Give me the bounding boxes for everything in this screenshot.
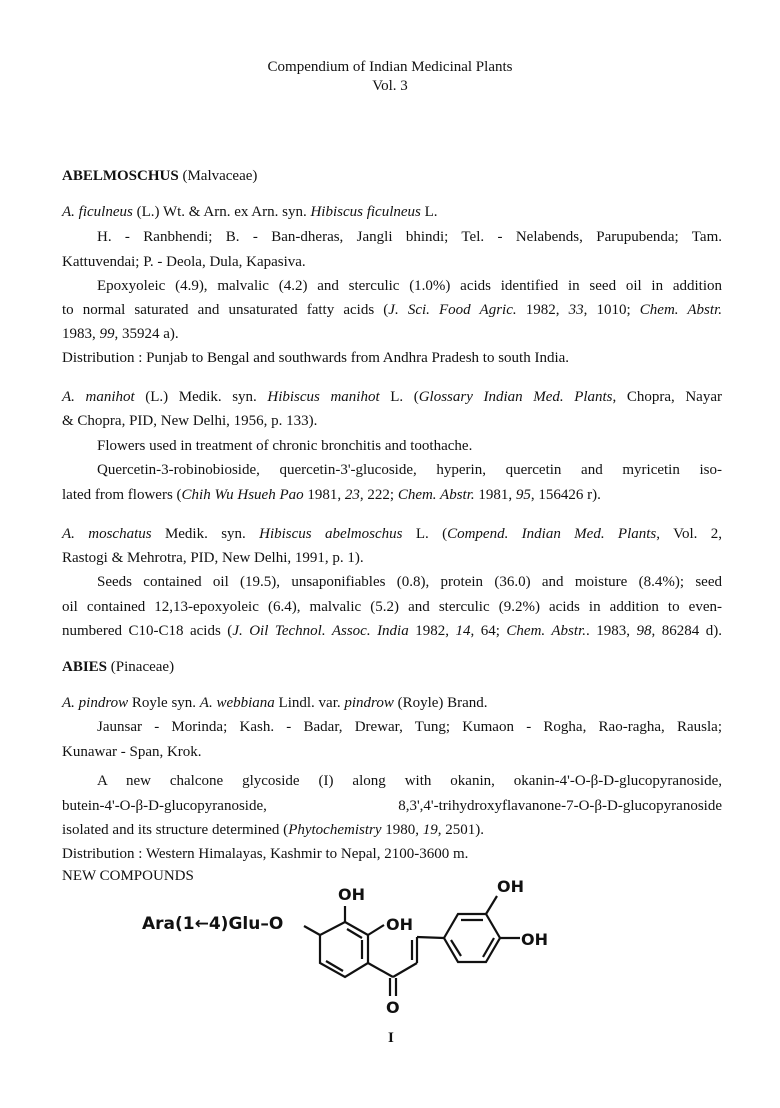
italic-text: 95	[515, 487, 531, 503]
text-segment: , Chopra, Nayar	[612, 389, 722, 405]
hydroxyl-label: OH	[386, 915, 413, 934]
italic-text: 98	[636, 623, 652, 639]
text-segment: , 86284 d).	[651, 623, 723, 639]
glycoside-substituent: Ara(1←4)Glu–O	[142, 914, 284, 934]
italic-text: Chem. Abstr.	[506, 623, 586, 639]
running-title: Compendium of Indian Medicinal Plants	[267, 59, 513, 75]
text-segment: L. (	[402, 526, 448, 542]
italic-text: Chih Wu Hsueh Pao	[181, 487, 304, 503]
italic-text: A. pindrow	[62, 695, 129, 711]
text-segment: (Malvaceae)	[178, 168, 258, 184]
italic-text: Chem. Abstr.	[397, 487, 475, 503]
italic-text: 99	[99, 326, 115, 342]
italic-text: J. Sci. Food Agric.	[388, 302, 517, 318]
italic-text: 23	[344, 487, 360, 503]
text-segment: 1981,	[474, 487, 516, 503]
text-segment: 1983,	[62, 326, 100, 342]
italic-text: Compend. Indian Med. Plants	[447, 526, 657, 542]
text-segment: (Royle) Brand.	[393, 695, 488, 711]
text-segment: (L.) Wt. & Arn. ex Arn. syn.	[132, 204, 311, 220]
text-segment: Medik. syn.	[151, 526, 260, 542]
text-segment: , 222;	[359, 487, 398, 503]
text-segment: numbered C10-C18 acids (	[62, 623, 233, 639]
text-segment: Distribution : Western Himalayas, Kashmir to Nepal, 2100-3600 m.	[62, 846, 469, 862]
section-heading: ABIES	[62, 659, 108, 675]
text-segment: L. (	[379, 389, 419, 405]
text-segment: Jaunsar - Morinda; Kash. - Badar, Drewar, Tung; Kumaon - Rogha, Rao-ragha, Rausla;	[97, 719, 722, 735]
text-segment: (Pinaceae)	[107, 659, 175, 675]
text-segment: H. - Ranbhendi; B. - Ban-dheras, Jangli bhindi; Tel. - Nelabends, Parupubenda; Tam.	[97, 229, 722, 245]
text-segment: A new chalcone glycoside (I) along with okanin, okanin-4'-O-β-D-glucopyranoside,	[97, 773, 722, 789]
text-segment: Kunawar - Span, Krok.	[62, 744, 202, 760]
text-segment: , 64;	[470, 623, 507, 639]
text-segment: 1982,	[408, 623, 456, 639]
text-segment: , Vol. 2,	[656, 526, 722, 542]
text-segment: Distribution : Punjab to Bengal and southwards from Andhra Pradesh to south India.	[62, 350, 570, 366]
text-segment: oil contained 12,13-epoxyoleic (6.4), malvalic (5.2) and sterculic (9.2%) acids in addition to even-	[62, 599, 722, 615]
text-segment: , 2501).	[437, 822, 484, 838]
text-segment: L.	[420, 204, 438, 220]
hydroxyl-label: OH	[521, 930, 548, 949]
text-segment: to normal saturated and unsaturated fatty acids (	[62, 302, 389, 318]
italic-text: 19	[422, 822, 438, 838]
text-segment: Royle syn.	[128, 695, 200, 711]
text-segment: 1980,	[381, 822, 423, 838]
text-segment: , 156426 r).	[530, 487, 601, 503]
italic-text: 14	[455, 623, 471, 639]
italic-text: Hibiscus abelmoschus	[259, 526, 403, 542]
text-segment: Epoxyoleic (4.9), malvalic (4.2) and sterculic (1.0%) acids identified in seed oil in addition	[97, 278, 722, 294]
italic-text: Chem. Abstr.	[639, 302, 722, 318]
text-segment: (L.) Medik. syn.	[134, 389, 268, 405]
text-segment: 1981,	[303, 487, 345, 503]
text-segment: 1982,	[516, 302, 569, 318]
hydroxyl-label: OH	[338, 885, 365, 904]
text-segment: NEW COMPOUNDS	[62, 868, 194, 884]
text-segment: Quercetin-3-robinobioside, quercetin-3'-glucoside, hyperin, quercetin and myricetin iso-	[97, 462, 722, 478]
carbonyl-oxygen-label: O	[386, 998, 400, 1017]
hydroxyl-label: OH	[497, 877, 524, 896]
text-segment: Rastogi & Mehrotra, PID, New Delhi, 1991, p. 1).	[62, 550, 364, 566]
italic-text: Hibiscus manihot	[267, 389, 380, 405]
structure-bonds	[304, 896, 520, 996]
italic-text: A. moschatus	[62, 526, 152, 542]
italic-text: A. manihot	[62, 389, 135, 405]
italic-text: A. ficulneus	[62, 204, 133, 220]
italic-text: 33	[568, 302, 584, 318]
compound-number: I	[388, 1030, 394, 1046]
italic-text: Phytochemistry	[288, 822, 382, 838]
italic-text: Hibiscus ficulneus	[310, 204, 421, 220]
italic-text: pindrow	[344, 695, 394, 711]
text-segment: Kattuvendai; P. - Deola, Dula, Kapasiva.	[62, 254, 306, 270]
section-heading: ABELMOSCHUS	[62, 168, 179, 184]
italic-text: Glossary Indian Med. Plants	[418, 389, 613, 405]
text-segment: , 1010;	[583, 302, 640, 318]
text-segment: Flowers used in treatment of chronic bronchitis and toothache.	[97, 438, 473, 454]
text-segment: , 35924 a).	[114, 326, 179, 342]
italic-text: J. Oil Technol. Assoc. India	[232, 623, 409, 639]
text-segment: isolated and its structure determined (	[62, 822, 289, 838]
text-segment: & Chopra, PID, New Delhi, 1956, p. 133).	[62, 413, 318, 429]
text-segment: Seeds contained oil (19.5), unsaponifiables (0.8), protein (36.0) and moisture (8.4%); seed	[97, 574, 722, 590]
text-segment: butein-4'-O-β-D-glucopyranoside, 8,3',4'-trihydroxyflavanone-7-O-β-D-glucopyranoside	[62, 798, 722, 814]
italic-text: A. webbiana	[199, 695, 275, 711]
text-segment: . 1983,	[586, 623, 637, 639]
text-segment: lated from flowers (	[62, 487, 182, 503]
text-segment: Lindl. var.	[274, 695, 345, 711]
volume-label: Vol. 3	[372, 78, 408, 94]
